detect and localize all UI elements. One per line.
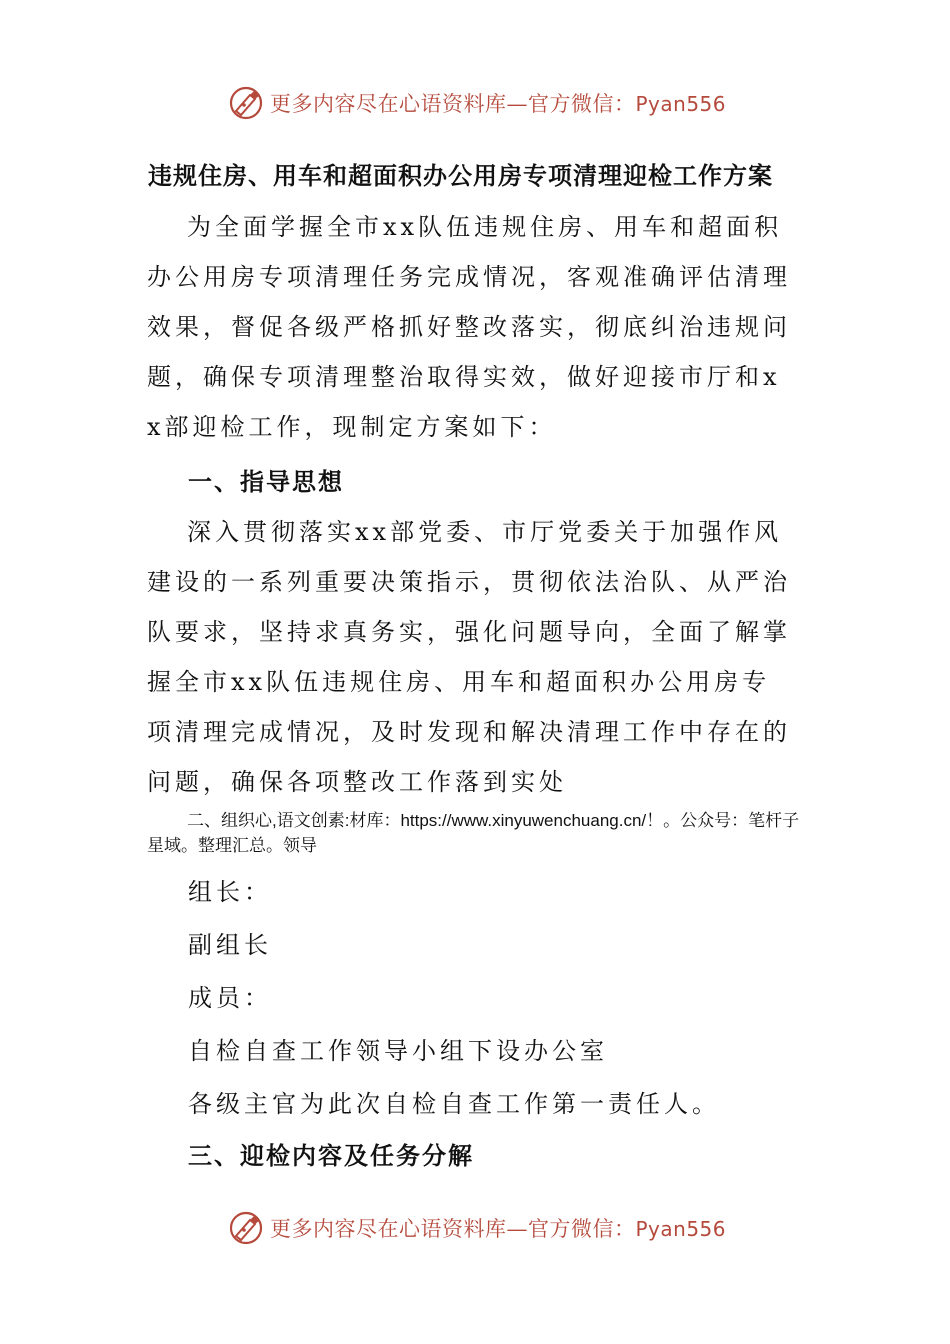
watermark-banner-bottom [228, 1208, 748, 1248]
watermark-banner-top [228, 83, 748, 123]
watermark-text: 更多内容尽在心语资料库—官方微信：Pyan556 [270, 1217, 727, 1241]
document-title: 违规住房、用车和超面积办公用房专项清理迎检工作方案 [148, 162, 773, 190]
section2-line: 二、组织心,语文创素:材库：https://www.xinyuwenchuang.cn/！。公众号：笔杆子星域。整理汇总。领导 [147, 811, 800, 855]
leader-line: 组长： [188, 878, 272, 906]
section1-heading: 一、指导思想 [188, 468, 344, 496]
pen-nib-circle-icon [228, 85, 264, 121]
pen-nib-circle-icon [228, 1210, 264, 1246]
section1-paragraph: 深入贯彻落实xx部党委、市厅党委关于加强作风建设的一系列重要决策指示，贯彻依法治队、从严治队要求，坚持求真务实，强化问题导向，全面了解掌握全市xx队伍违规住房、用车和超面积办公用房专项清理完成情况，及时发现和解决清理工作中存在的问题，确保各项整改工作落到实处 [147, 518, 791, 796]
watermark-text: 更多内容尽在心语资料库—官方微信：Pyan556 [270, 92, 727, 116]
office-line: 自检自查工作领导小组下设办公室 [188, 1037, 608, 1065]
deputy-leader-line: 副组长 [188, 931, 272, 959]
members-line: 成员： [188, 984, 272, 1012]
section3-heading: 三、迎检内容及任务分解 [188, 1142, 474, 1170]
intro-paragraph: 为全面学握全市xx队伍违规住房、用车和超面积办公用房专项清理任务完成情况，客观准确评估清理效果，督促各级严格抓好整改落实，彻底纠治违规问题，确保专项清理整治取得实效，做好迎接市厅和xx部迎检工作，现制定方案如下： [147, 213, 791, 441]
responsibility-line: 各级主官为此次自检自查工作第一责任人。 [188, 1090, 720, 1118]
